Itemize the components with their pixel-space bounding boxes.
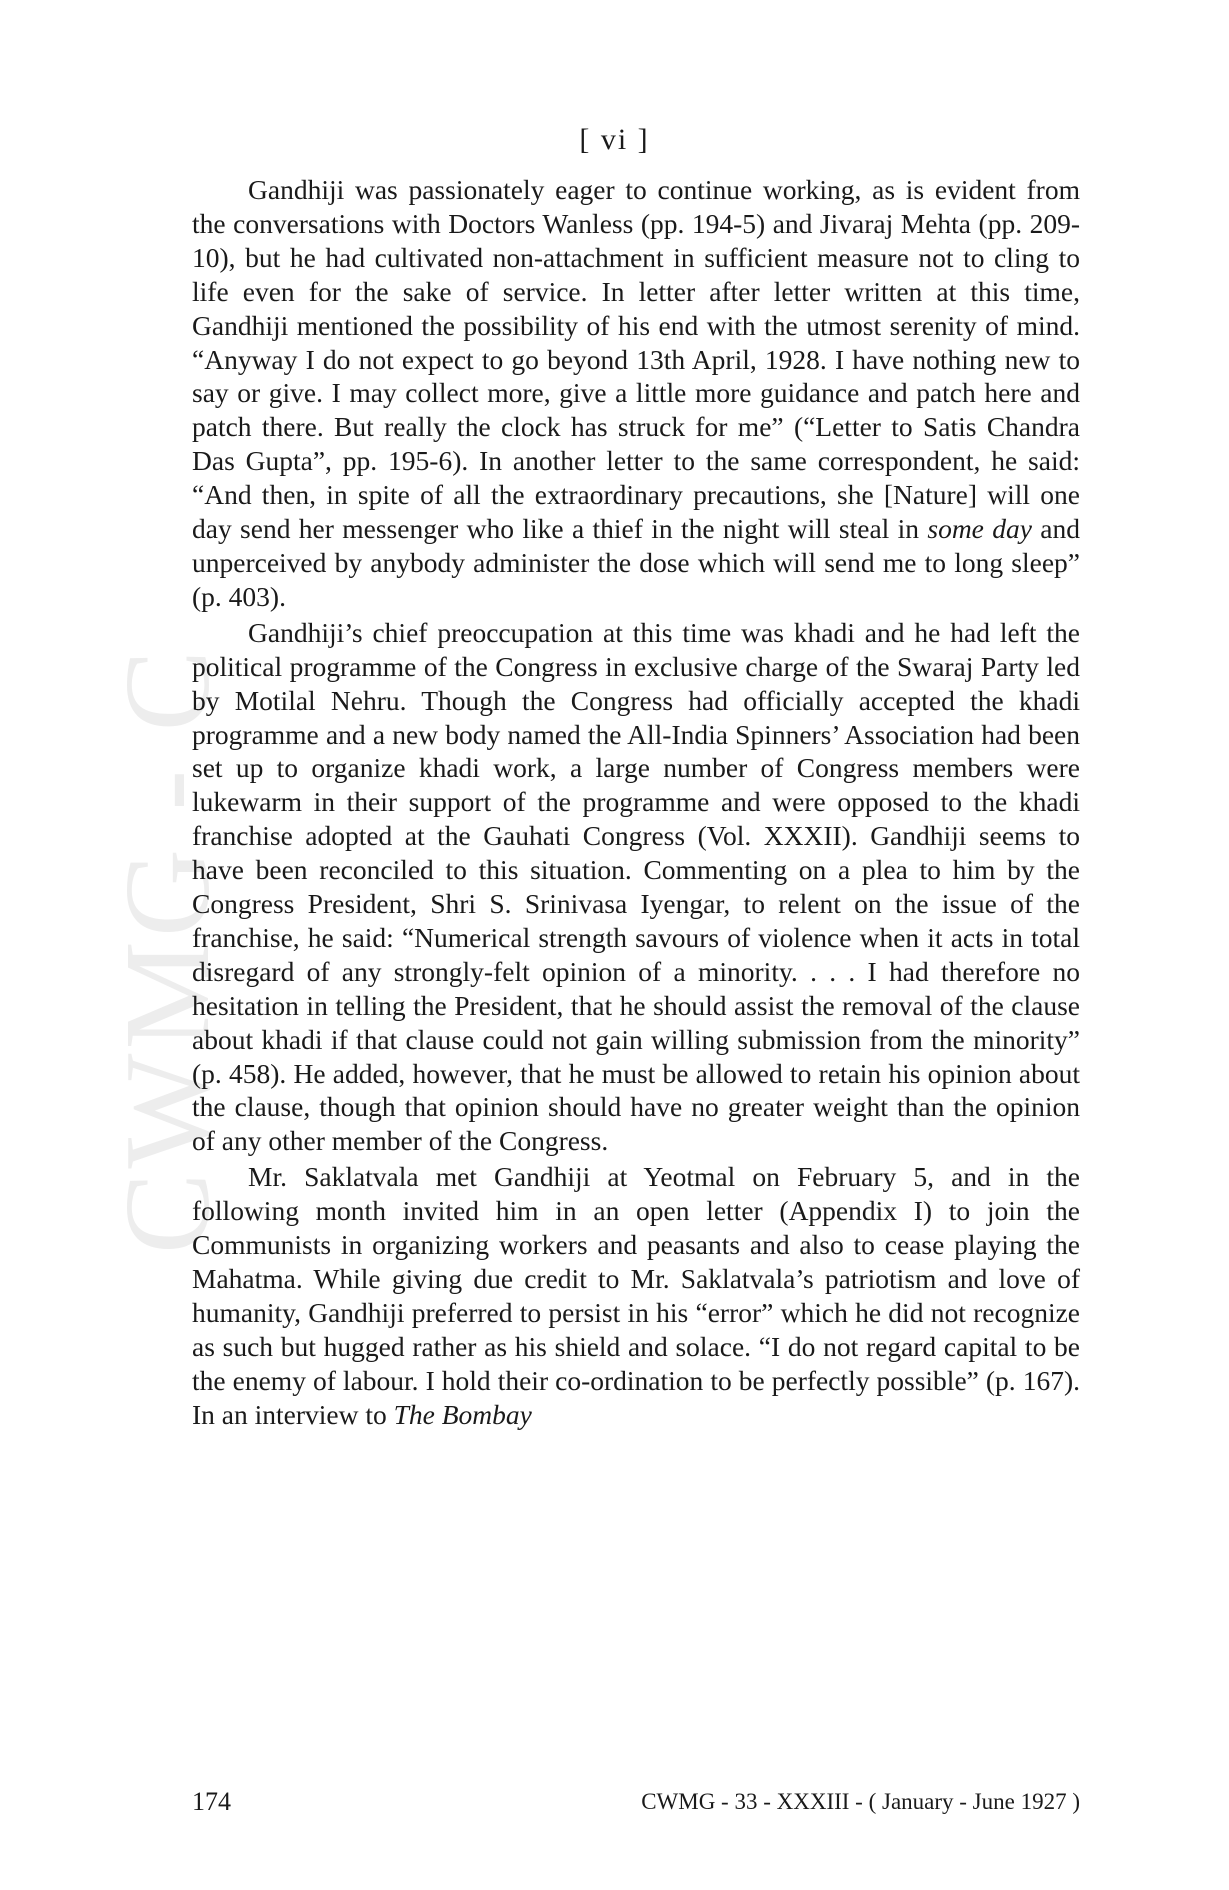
page-number: 174 [192, 1787, 231, 1816]
paragraph-1-italic: some day [927, 513, 1032, 545]
paragraph-1 [192, 173, 1080, 614]
watermark-text: CWMG - C [100, 645, 236, 1255]
page-footer [192, 1787, 1080, 1827]
paragraph-2 [192, 616, 1080, 1159]
running-title: CWMG - 33 - XXXIII - ( January - June 1927 ) [641, 1789, 1080, 1814]
paragraph-3-italic: The Bombay [393, 1398, 532, 1430]
body-text [192, 173, 1080, 1432]
paragraph-3 [192, 1160, 1080, 1431]
paragraph-2-text: Gandhiji’s chief preoccupation at this time was khadi and he had left the political programme of the Congress in exclusive charge of the Swaraj Party led by Motilal Nehru. Though the Congress had officially accepted the khadi programme and a new body named the All-India Spinners’ Association had been set up to organize khadi work, a large number of Congress members were lukewarm in their support of the programme and were opposed to the khadi franchise adopted at the Gauhati Congress (Vol. XXXII). Gandhiji seems to have been reconciled to this situation. Commenting on a plea to him by the Congress President, Shri S. Srinivasa Iyengar, to relent on the issue of the franchise, he said: “Numerical strength savours of violence when it acts in total disregard of any strongly-felt opinion of a minority. . . . I had therefore no hesitation in telling the President, that he should assist the removal of the clause about khadi if that clause could not gain willing submission from the minority” (p. 458). He added, however, that he must be allowed to retain his opinion about the clause, though that opinion should have no greater weight than the opinion of any other member of the Congress. [192, 616, 1080, 1157]
paragraph-1-text-end: and unperceived by anybody administer the dose which will send me to long sleep” (p. 403). [192, 513, 1081, 612]
paragraph-3-text: Mr. Saklatvala met Gandhiji at Yeotmal on February 5, and in the following month invited him in an open letter (Appendix I) to join the Communists in organizing workers and peasants and also to cease playing the Mahatma. While giving due credit to Mr. Saklatvala’s patriotism and love of humanity, Gandhiji preferred to persist in his “error” which he did not recognize as such but hugged rather as his shield and solace. “I do not regard capital to be the enemy of labour. I hold their co-ordination to be perfectly possible” (p. 167). In an interview to [192, 1161, 1080, 1430]
roman-page-marker: [ vi ] [579, 123, 650, 156]
paragraph-1-text: Gandhiji was passionately eager to continue working, as is evident from the conversations with Doctors Wanless (pp. 194-5) and Jivaraj Mehta (pp. 209-10), but he had cultivated non-attachment in sufficient measure not to cling to life even for the sake of service. In letter after letter written at this time, Gandhiji mentioned the possibility of his end with the utmost serenity of mind. “Anyway I do not expect to go beyond 13th April, 1928. I have nothing new to say or give. I may collect more, give a little more guidance and patch here and patch there. But really the clock has struck for me” (“Letter to Satis Chandra Das Gupta”, pp. 195-6). In another letter to the same correspondent, he said: “And then, in spite of all the extraordinary precautions, she [Nature] will one day send her messenger who like a thief in the night will steal in [192, 174, 1080, 545]
